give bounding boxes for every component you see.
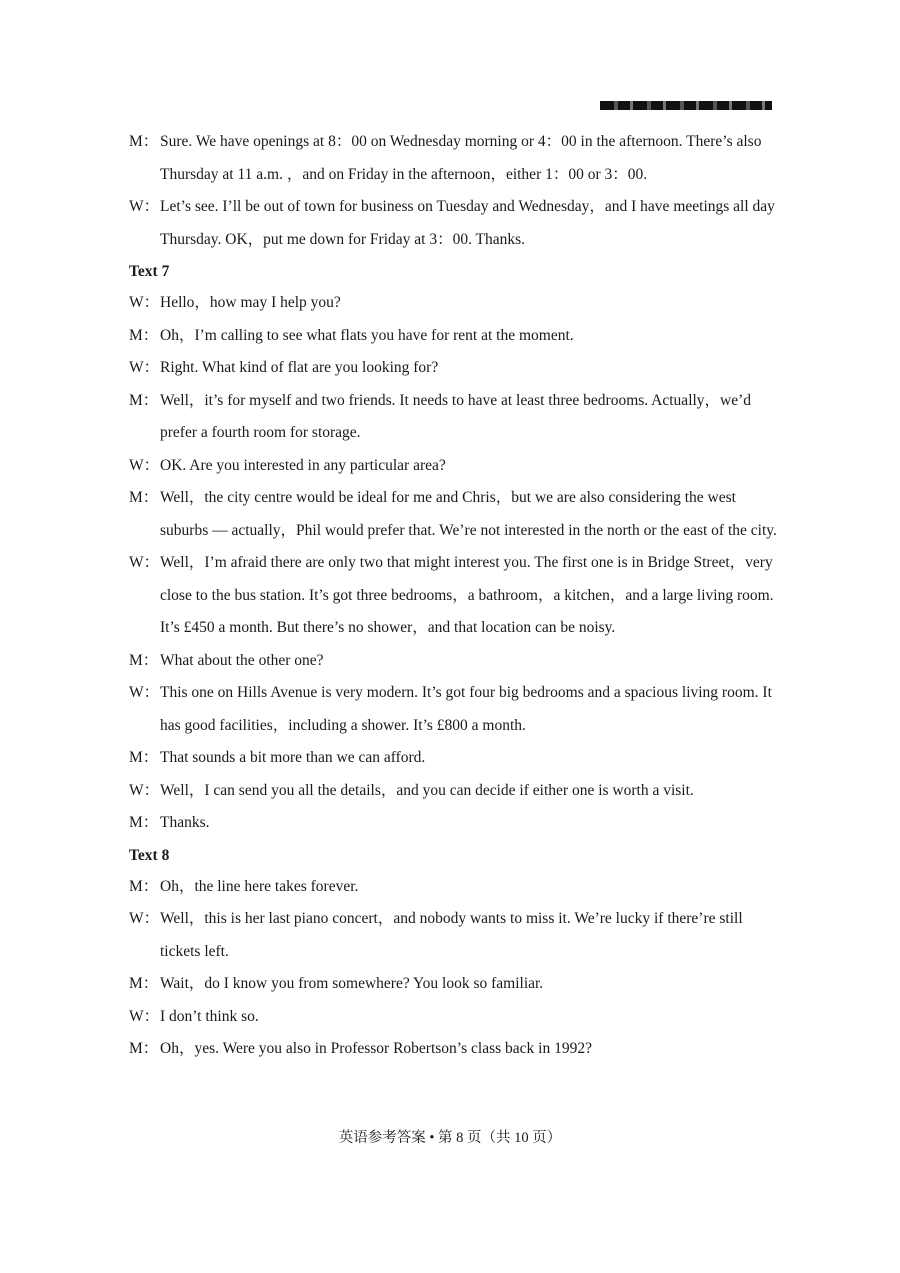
dialogue-text: I don’t think so. (160, 1007, 259, 1025)
speaker-label: M： (129, 975, 159, 992)
dialogue-line (129, 482, 779, 547)
dialogue-line (129, 287, 779, 320)
dialogue-text: That sounds a bit more than we can afford. (160, 749, 426, 766)
speaker-label: M： (129, 1040, 159, 1057)
speaker-label: M： (129, 489, 159, 506)
dialogue-text: Well，I can send you all the details，and you can decide if either one is worth a visit. (160, 781, 694, 799)
dialogue-line (129, 1033, 779, 1066)
speaker-label: W： (129, 294, 160, 311)
speaker-label: M： (129, 651, 159, 669)
dialogue-line (129, 547, 779, 645)
dialogue-line (129, 742, 779, 775)
speaker-label: W： (129, 554, 160, 571)
dialogue-text: Well，it’s for myself and two friends. It needs to have at least three bedrooms. Actually，we’d prefer a fourth room for storage. (160, 391, 752, 441)
dialogue-line (129, 320, 779, 353)
speaker-label: M： (129, 749, 159, 766)
dialogue-text: Oh，I’m calling to see what flats you have for rent at the moment. (160, 326, 574, 344)
dialogue-text: Well，I’m afraid there are only two that might interest you. The first one is in Bridge Street，very close to the bus station. It’s got three bedrooms，a bathroom，a kitchen，and a large living room. It’s £450 a month. But there’s no shower，and that location can be noisy. (160, 554, 774, 636)
speaker-label: M： (129, 133, 159, 150)
dialogue-text: Oh，yes. Were you also in Professor Robertson’s class back in 1992? (160, 1040, 592, 1057)
speaker-label: M： (129, 877, 159, 895)
section-heading: Text 7 (129, 263, 170, 280)
transcript-content (129, 126, 779, 1066)
dialogue-text: Wait，do I know you from somewhere? You look so familiar. (160, 975, 544, 992)
speaker-label: W： (129, 359, 160, 376)
dialogue-line (129, 385, 779, 450)
speaker-label: M： (129, 391, 159, 409)
page-footer: 英语参考答案 • 第 8 页（共 10 页） (338, 1130, 562, 1146)
dialogue-text: Well，this is her last piano concert，and nobody wants to miss it. We’re lucky if there’re still tickets left. (160, 910, 743, 960)
speaker-label: W： (129, 781, 160, 799)
dialogue-line (129, 903, 779, 968)
speaker-label: M： (129, 326, 159, 344)
dialogue-line (129, 807, 779, 840)
dialogue-line (129, 1001, 779, 1034)
speaker-label: W： (129, 198, 160, 215)
dialogue-text: Right. What kind of flat are you looking for? (160, 359, 439, 376)
dialogue-line (129, 968, 779, 1001)
speaker-label: W： (129, 456, 160, 474)
dialogue-text: Sure. We have openings at 8：00 on Wednesday morning or 4：00 in the afternoon. There’s also Thursday at 11 a.m. ，and on Friday in the afternoon，either 1：00 or 3：00. (160, 133, 762, 183)
dialogue-text: Thanks. (160, 814, 210, 831)
dialogue-text: Hello，how may I help you? (160, 294, 341, 311)
dialogue-line (129, 191, 779, 256)
dialogue-line (129, 352, 779, 385)
dialogue-text: Oh，the line here takes forever. (160, 877, 359, 895)
dialogue-line (129, 677, 779, 742)
dialogue-text: This one on Hills Avenue is very modern. It’s got four big bedrooms and a spacious living room. It has good facilities，including a shower. It’s £800 a month. (160, 684, 772, 734)
dialogue-line (129, 126, 779, 191)
dialogue-text: OK. Are you interested in any particular area? (160, 456, 446, 474)
section-heading: Text 8 (129, 846, 170, 864)
dialogue-line (129, 871, 779, 904)
speaker-label: W： (129, 1007, 160, 1025)
dialogue-text: What about the other one? (160, 651, 324, 669)
speaker-label: W： (129, 910, 160, 927)
header-barcode-strip (600, 101, 772, 110)
dialogue-line (129, 645, 779, 678)
dialogue-line (129, 450, 779, 483)
dialogue-text: Well，the city centre would be ideal for me and Chris，but we are also considering the west suburbs — actually，Phil would prefer that. We’re not interested in the north or the east of the city. (160, 489, 777, 539)
speaker-label: M： (129, 814, 159, 831)
speaker-label: W： (129, 684, 160, 701)
dialogue-line (129, 775, 779, 808)
dialogue-text: Let’s see. I’ll be out of town for business on Tuesday and Wednesday，and I have meetings all day Thursday. OK，put me down for Friday at 3：00. Thanks. (160, 198, 775, 248)
